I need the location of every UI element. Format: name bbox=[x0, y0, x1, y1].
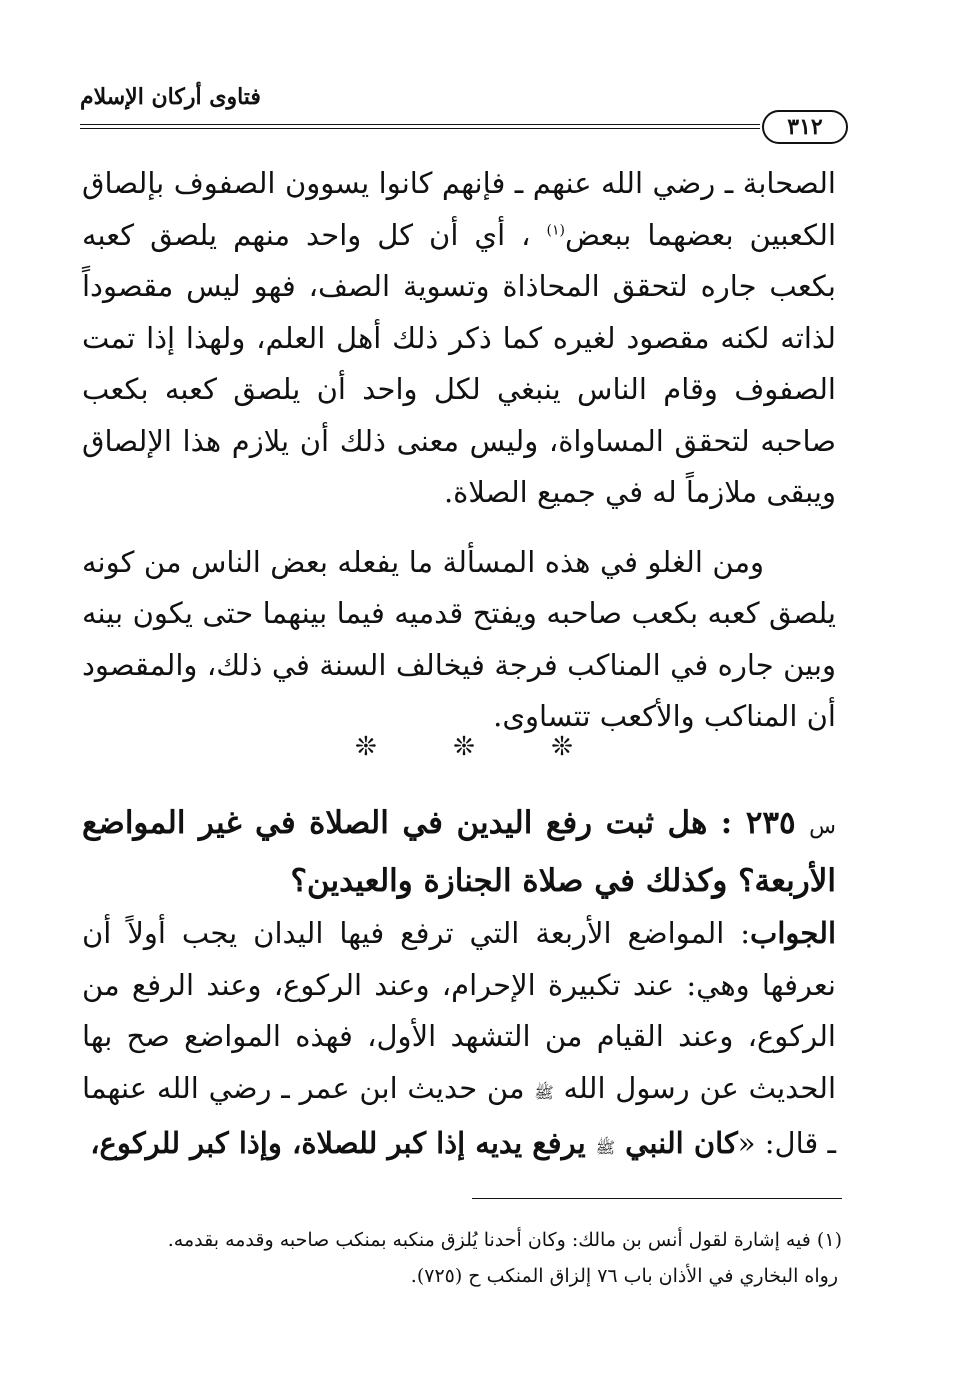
honorific-glyph: ﷺ bbox=[534, 1082, 554, 1102]
page-number-badge: ٣١٢ bbox=[762, 110, 848, 144]
running-title: فتاوى أركان الإسلام bbox=[80, 84, 261, 110]
question-number: ٢٣٥ bbox=[745, 805, 796, 841]
answer-label: الجواب bbox=[750, 916, 836, 950]
question-heading bbox=[82, 796, 836, 908]
paragraph-1-text-a: الصحابة ـ رضي الله عنهم ـ فإنهم كانوا يسوون الصفوف بإلصاق الكعبين بعضهما ببعض bbox=[82, 166, 837, 252]
footnote-line-2: رواه البخاري في الأذان باب ٧٦ إلزاق المنكب ح (٧٢٥). bbox=[410, 1265, 838, 1287]
paragraph-2: ومن الغلو في هذه المسألة ما يفعله بعض الناس من كونه يلصق كعبه بكعب صاحبه ويفتح قدميه فيما بينهما حتى يكون بينه وبين جاره في المناكب فرجة فيخالف السنة في ذلك، والمقصود أن المناكب والأكعب تتساوى. bbox=[82, 544, 836, 733]
answer-block bbox=[82, 908, 836, 1174]
hadith-quote-a: كان النبي bbox=[615, 1126, 738, 1160]
footnote-line-1: (١) فيه إشارة لقول أنس بن مالك: وكان أحدنا يُلزق منكبه بمنكب صاحبه وقدمه بقدمه. bbox=[167, 1229, 842, 1251]
answer-text-b: من حديث ابن عمر ـ رضي الله عنهما ـ قال: « bbox=[82, 1070, 836, 1160]
footnote-reference: (١) bbox=[546, 221, 565, 238]
header-double-rule bbox=[80, 124, 760, 129]
answer-paragraph bbox=[82, 908, 836, 1174]
section-separator: ❊ ❊ ❊ bbox=[355, 732, 607, 762]
question-text: : هل ثبت رفع اليدين في الصلاة في غير المواضع الأربعة؟ وكذلك في صلاة الجنازة والعيدين؟ bbox=[82, 805, 836, 899]
honorific-glyph-quote: ﷺ bbox=[595, 1138, 616, 1157]
page-header bbox=[80, 80, 856, 160]
question-marker: س bbox=[809, 814, 837, 839]
paragraph-1 bbox=[82, 158, 836, 519]
answer-text-a: : المواضع الأربعة التي ترفع فيها اليدان يجب أولاً أن نعرفها وهي: عند تكبيرة الإحرام، وعند الركوع، وعند الرفع من الركوع، وعند القيام من التشهد الأول، فهذه المواضع صح بها الحديث عن رسول الله bbox=[82, 916, 837, 1105]
main-text-block bbox=[82, 158, 836, 743]
footnotes-block bbox=[82, 1222, 842, 1294]
footnote-divider bbox=[472, 1198, 842, 1199]
hadith-quote-b: يرفع يديه إذا كبر للصلاة، وإذا كبر للركوع، bbox=[90, 1126, 596, 1160]
paragraph-1-text-b: ، أي أن كل واحد منهم يلصق كعبه بكعب جاره لتحقق المحاذاة وتسوية الصف، فهو ليس مقصوداً لذاته لكنه مقصود لغيره كما ذكر ذلك أهل العلم، ولهذا إذا تمت الصفوف وقام الناس ينبغي لكل واحد أن يلصق كعبه بكعب صاحبه لتحقق المساواة، وليس معنى ذلك أن يلازم هذا الإلصاق ويبقى ملازماً له في جميع الصلاة. bbox=[82, 217, 836, 509]
